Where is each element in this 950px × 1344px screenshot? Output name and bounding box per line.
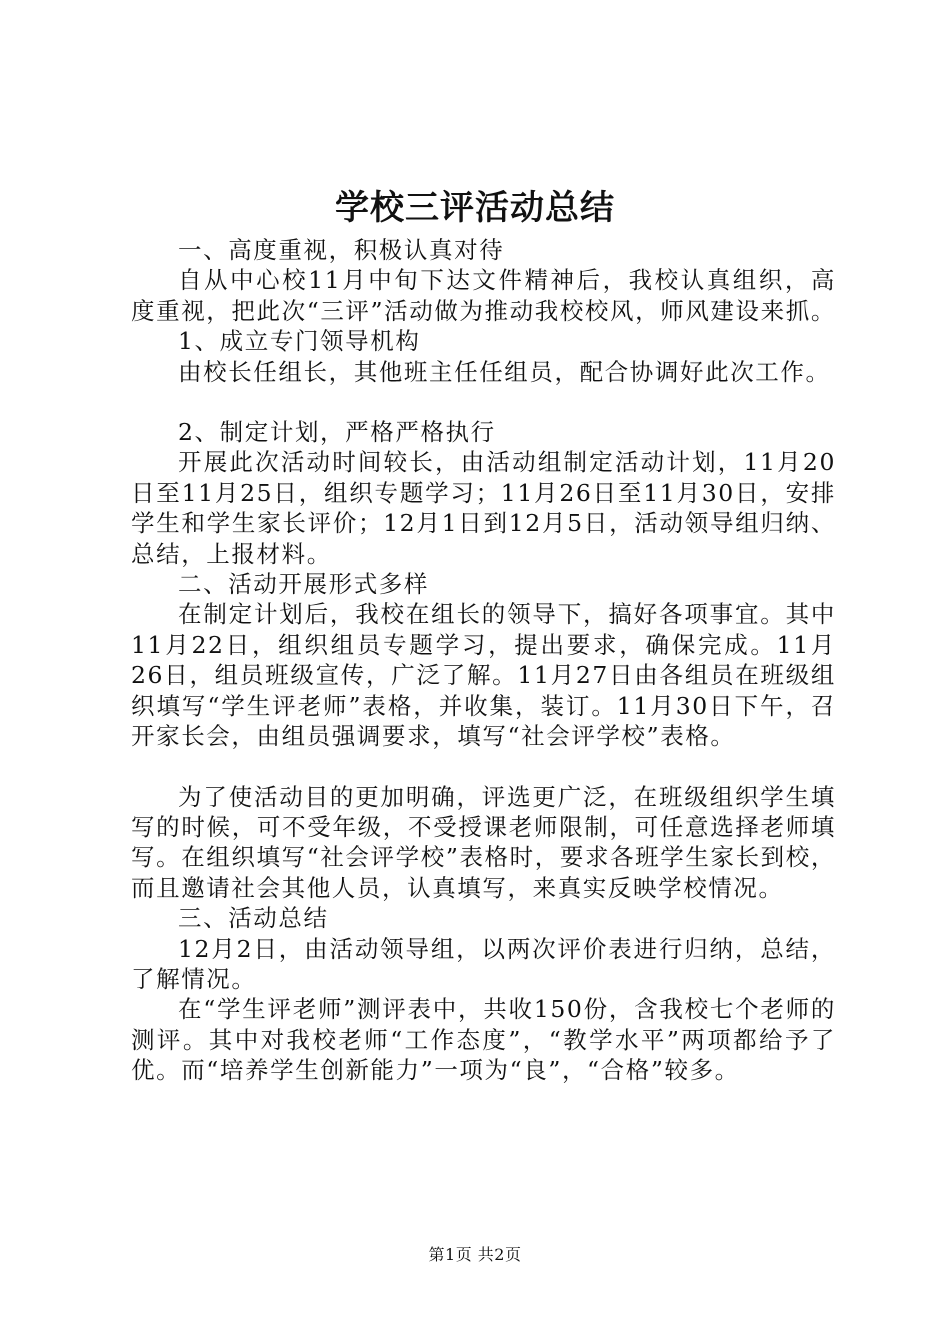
paragraph: 为了使活动目的更加明确，评选更广泛，在班级组织学生填写的时候，可不受年级，不受授课老师限制，可任意选择老师填写。在组织填写“社会评学校”表格时，要求各班学生家长到校，而且邀请社会其他人员，认真填写，来真实反映学校情况。 <box>131 782 836 902</box>
subsection-heading-1: 1、成立专门领导机构 <box>178 327 421 356</box>
paragraph: 自从中心校11月中旬下达文件精神后，我校认真组织，高度重视，把此次“三评”活动做为推动我校校风，师风建设来抓。 <box>131 266 836 325</box>
paragraph: 12月2日，由活动领导组，以两次评价表进行归纳，总结，了解情况。 <box>131 934 836 993</box>
section-heading-3: 三、活动总结 <box>178 904 329 933</box>
document-title: 学校三评活动总结 <box>335 188 615 228</box>
blank-line <box>131 387 836 417</box>
blank-line <box>131 752 836 782</box>
section-heading-2: 二、活动开展形式多样 <box>178 570 429 599</box>
paragraph: 开展此次活动时间较长，由活动组制定活动计划，11月20日至11月25日，组织专题学习；11月26日至11月30日，安排学生和学生家长评价；12月1日到12月5日，活动领导组归纳、总结，上报材料。 <box>131 448 836 568</box>
paragraph: 由校长任组长，其他班主任任组员，配合协调好此次工作。 <box>178 357 831 386</box>
section-heading-1: 一、高度重视，积极认真对待 <box>178 236 505 264</box>
page-footer: 第1页 共2页 <box>428 1245 522 1264</box>
paragraph: 在“学生评老师”测评表中，共收150份，含我校七个老师的测评。其中对我校老师“工作态度”，“教学水平”两项都给予了优。而“培养学生创新能力”一项为“良”，“合格”较多。 <box>131 995 836 1085</box>
document-body <box>131 235 836 1086</box>
paragraph: 在制定计划后，我校在组长的领导下，搞好各项事宜。其中11月22日，组织组员专题学习，提出要求，确保完成。11月26日，组员班级宣传，广泛了解。11月27日由各组员在班级组织填写“学生评老师”表格，并收集，装订。11月30日下午，召开家长会，由组员强调要求，填写“社会评学校”表格。 <box>131 600 836 751</box>
subsection-heading-2: 2、制定计划，严格严格执行 <box>178 418 496 447</box>
